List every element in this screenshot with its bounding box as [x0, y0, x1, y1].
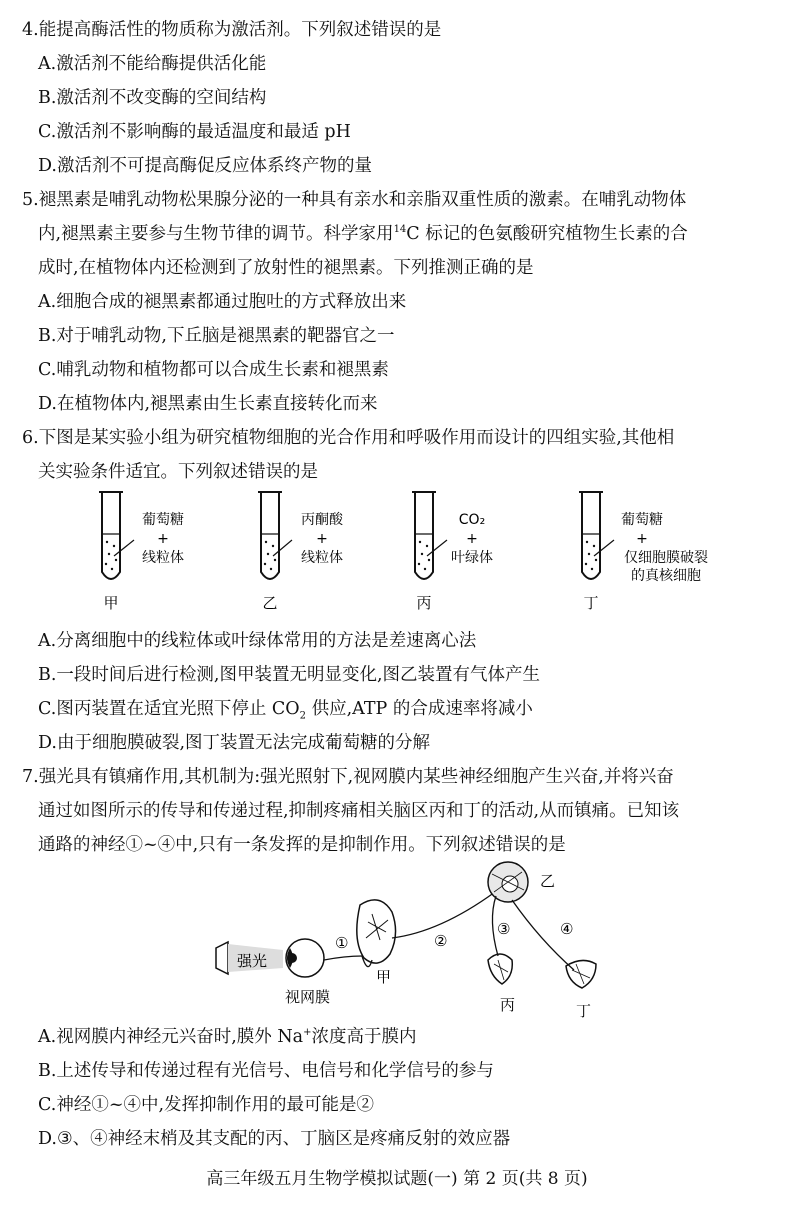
region-jia-label: 甲	[376, 968, 392, 986]
tube-jia-bottom: 线粒体	[142, 550, 184, 566]
tube-yi-top: 丙酮酸	[301, 512, 343, 528]
q6-option-c	[38, 696, 533, 722]
nerve-4-label: ④	[560, 920, 574, 938]
q6-option-b: B.一段时间后进行检测,图甲装置无明显变化,图乙装置有气体产生	[38, 665, 541, 685]
q7-option-d: D.③、④神经末梢及其支配的丙、丁脑区是疼痛反射的效应器	[38, 1129, 511, 1149]
q5-stem-line3: 成时,在植物体内还检测到了放射性的褪黑素。下列推测正确的是	[38, 258, 534, 278]
q6-option-a: A.分离细胞中的线粒体或叶绿体常用的方法是差速离心法	[38, 631, 477, 651]
retina-label: 视网膜	[285, 988, 331, 1006]
tube-ding-label: 丁	[583, 594, 599, 612]
tube-bing-label: 丙	[416, 594, 432, 612]
q7-option-c: C.神经①~④中,发挥抑制作用的最可能是②	[38, 1095, 375, 1115]
q7-option-b: B.上述传导和传递过程有光信号、电信号和化学信号的参与	[38, 1061, 494, 1081]
q7-neural-pathway-figure	[0, 860, 794, 1020]
eye-icon	[286, 939, 324, 977]
q4-option-a: A.激活剂不能给酶提供活化能	[38, 54, 267, 74]
q5-option-b: B.对于哺乳动物,下丘脑是褪黑素的靶器官之一	[38, 326, 395, 346]
q5-option-a: A.细胞合成的褪黑素都通过胞吐的方式释放出来	[38, 292, 407, 312]
q6-option-c-a: C.图丙装置在适宜光照下停止 CO	[38, 699, 300, 719]
tube-jia	[99, 492, 184, 612]
q6-test-tube-figure	[0, 480, 794, 625]
q4-option-b: B.激活剂不改变酶的空间结构	[38, 88, 267, 108]
tube-jia-top: 葡萄糖	[142, 512, 184, 528]
q6-co2-sub: 2	[299, 710, 307, 722]
q4-stem: 4.能提高酶活性的物质称为激活剂。下列叙述错误的是	[22, 20, 442, 40]
nerve-1-label: ①	[335, 934, 349, 952]
tube-ding-plus: +	[636, 531, 648, 547]
tube-yi-plus: +	[316, 531, 328, 547]
q7-stem-line2: 通过如图所示的传导和传递过程,抑制疼痛相关脑区丙和丁的活动,从而镇痛。已知该	[38, 801, 680, 821]
tube-jia-plus: +	[157, 531, 169, 547]
tube-bing-plus: +	[466, 531, 478, 547]
q7-option-a	[38, 1024, 416, 1050]
q7-option-a-a: A.视网膜内神经元兴奋时,膜外 Na	[38, 1027, 304, 1047]
page-footer: 高三年级五月生物学模拟试题(一) 第 2 页(共 8 页)	[206, 1169, 588, 1189]
tube-bing-bottom: 叶绿体	[451, 550, 493, 566]
q5-isotope-sup: 14	[393, 224, 407, 236]
q7-na-sup: +	[303, 1027, 312, 1039]
q5-stem-line2-a: 内,褪黑素主要参与生物节律的调节。科学家用	[38, 224, 394, 244]
region-bing-label: 丙	[500, 996, 516, 1014]
q5-stem-line1: 5.褪黑素是哺乳动物松果腺分泌的一种具有亲水和亲脂双重性质的激素。在哺乳动物体	[22, 190, 687, 210]
tube-ding-bottom: 仅细胞膜破裂	[624, 550, 708, 566]
q5-option-c: C.哺乳动物和植物都可以合成生长素和褪黑素	[38, 360, 389, 380]
q7-stem-line1: 7.强光具有镇痛作用,其机制为:强光照射下,视网膜内某些神经细胞产生兴奋,并将兴奋	[22, 767, 674, 787]
q4-option-c: C.激活剂不影响酶的最适温度和最适 pH	[38, 122, 351, 142]
brain-region-ding	[566, 960, 596, 988]
q6-option-c-b: 供应,ATP 的合成速率将减小	[306, 699, 533, 719]
q5-option-d: D.在植物体内,褪黑素由生长素直接转化而来	[38, 394, 378, 414]
tube-ding-extra: 的真核细胞	[631, 568, 701, 584]
tube-jia-label: 甲	[103, 594, 119, 612]
nerve-2-label: ②	[434, 932, 448, 950]
q7-option-a-b: 浓度高于膜内	[311, 1027, 417, 1047]
tube-ding-top: 葡萄糖	[621, 512, 663, 528]
tube-bing	[412, 492, 493, 612]
q6-option-d: D.由于细胞膜破裂,图丁装置无法完成葡萄糖的分解	[38, 733, 431, 753]
q5-stem-line2	[38, 221, 688, 247]
nerve-3-label: ③	[497, 920, 511, 938]
q4-option-d: D.激活剂不可提高酶促反应体系终产物的量	[38, 156, 372, 176]
region-ding-label: 丁	[576, 1002, 592, 1020]
light-label: 强光	[237, 952, 268, 970]
brain-region-jia	[357, 900, 396, 967]
q5-stem-line2-b: C 标记的色氨酸研究植物生长素的合	[406, 224, 688, 244]
tube-yi-bottom: 线粒体	[301, 550, 343, 566]
tube-ding	[579, 492, 708, 612]
q6-stem-line2: 关实验条件适宜。下列叙述错误的是	[38, 462, 318, 482]
q7-stem-line3: 通路的神经①~④中,只有一条发挥的是抑制作用。下列叙述错误的是	[38, 835, 566, 855]
brain-region-bing	[488, 954, 512, 984]
tube-yi-label: 乙	[262, 594, 278, 612]
region-yi-label: 乙	[540, 872, 556, 890]
tube-bing-top: CO₂	[458, 512, 486, 528]
tube-yi	[258, 492, 344, 612]
q6-stem-line1: 6.下图是某实验小组为研究植物细胞的光合作用和呼吸作用而设计的四组实验,其他相	[22, 428, 675, 448]
brain-region-yi	[488, 862, 528, 902]
